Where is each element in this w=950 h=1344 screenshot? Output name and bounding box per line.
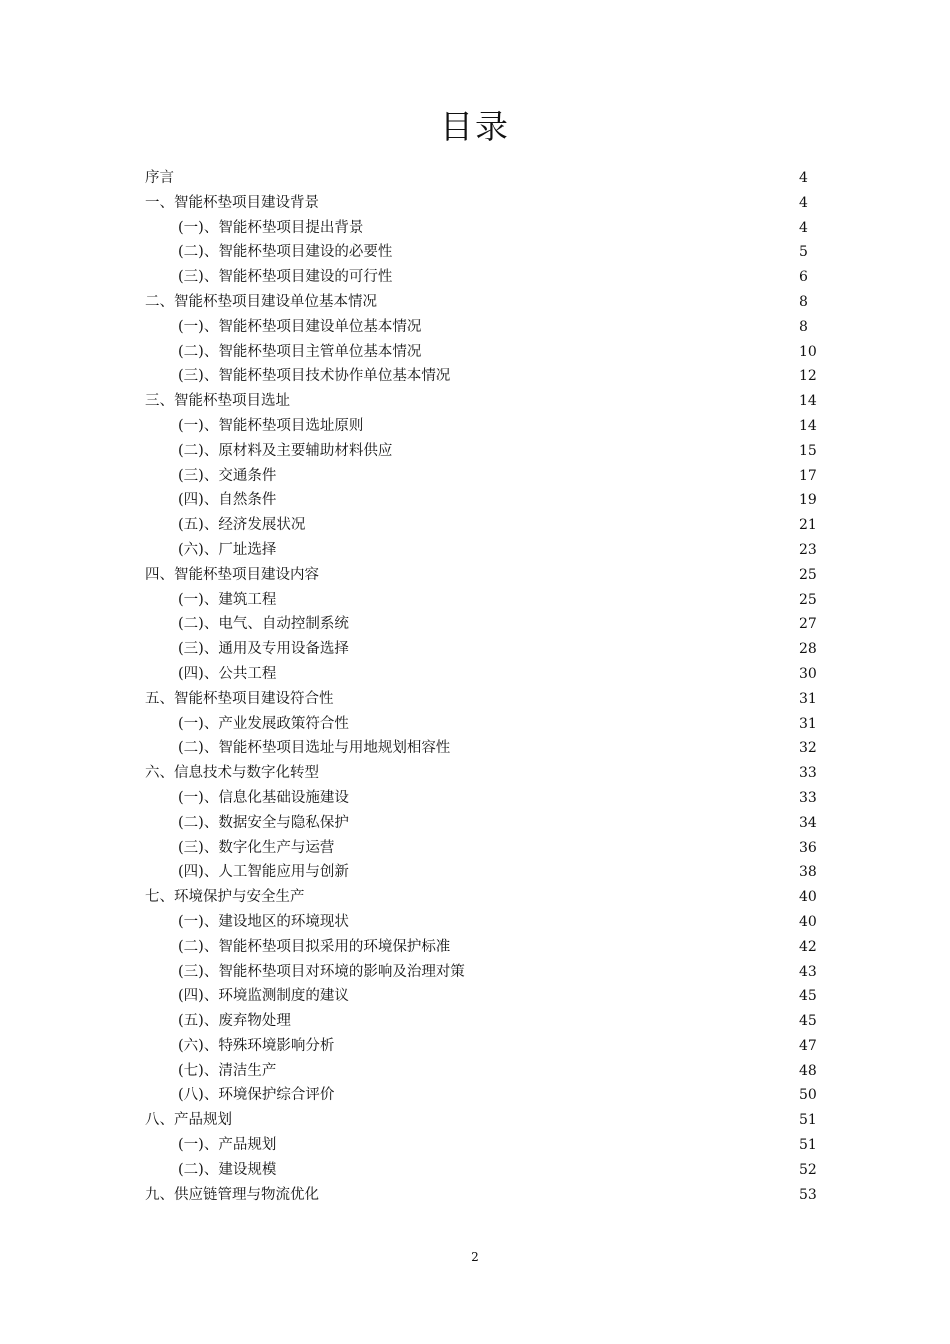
toc-entry-title: 六、信息技术与数字化转型 — [145, 765, 322, 781]
toc-entry-title: (六)、特殊环境影响分析 — [178, 1038, 337, 1054]
toc-entry[interactable] — [145, 1059, 950, 1084]
toc-entry-page: 47 — [797, 1034, 819, 1059]
toc-entry-page: 23 — [797, 538, 819, 563]
toc-entry-page: 5 — [797, 240, 810, 265]
table-of-contents — [145, 166, 950, 1207]
toc-entry-page: 4 — [797, 166, 810, 191]
toc-entry-page: 53 — [797, 1183, 819, 1208]
toc-entry-title: (四)、自然条件 — [178, 492, 279, 508]
toc-entry[interactable] — [145, 786, 950, 811]
toc-entry-title: (二)、智能杯垫项目建设的必要性 — [178, 244, 395, 260]
toc-entry-page: 40 — [797, 910, 819, 935]
toc-entry-title: (四)、人工智能应用与创新 — [178, 864, 352, 880]
toc-entry-page: 52 — [797, 1158, 819, 1183]
toc-entry[interactable] — [145, 240, 950, 265]
toc-entry-title: 三、智能杯垫项目选址 — [145, 393, 293, 409]
toc-entry-title: (五)、经济发展状况 — [178, 517, 308, 533]
toc-entry[interactable] — [145, 1034, 950, 1059]
toc-entry[interactable] — [145, 265, 950, 290]
toc-entry-title: (八)、环境保护综合评价 — [178, 1087, 337, 1103]
toc-entry-page: 33 — [797, 761, 819, 786]
toc-entry-page: 31 — [797, 687, 819, 712]
toc-entry-title: (二)、智能杯垫项目选址与用地规划相容性 — [178, 740, 453, 756]
toc-entry-title: (四)、环境监测制度的建议 — [178, 988, 352, 1004]
toc-entry[interactable] — [145, 1108, 950, 1133]
toc-entry[interactable] — [145, 761, 950, 786]
toc-entry-title: (三)、通用及专用设备选择 — [178, 641, 352, 657]
toc-entry-page: 45 — [797, 984, 819, 1009]
toc-entry-title: 一、智能杯垫项目建设背景 — [145, 195, 322, 211]
toc-entry-page: 33 — [797, 786, 819, 811]
toc-entry-title: (三)、智能杯垫项目技术协作单位基本情况 — [178, 368, 453, 384]
toc-entry-page: 51 — [797, 1133, 819, 1158]
toc-entry[interactable] — [145, 290, 950, 315]
toc-entry-title: (一)、智能杯垫项目建设单位基本情况 — [178, 319, 424, 335]
toc-entry-page: 31 — [797, 712, 819, 737]
toc-entry[interactable] — [145, 513, 950, 538]
toc-entry[interactable] — [145, 191, 950, 216]
toc-entry-title: 九、供应链管理与物流优化 — [145, 1187, 322, 1203]
toc-entry[interactable] — [145, 860, 950, 885]
toc-entry[interactable] — [145, 935, 950, 960]
toc-entry-title: (一)、智能杯垫项目提出背景 — [178, 220, 366, 236]
toc-entry-title: (一)、信息化基础设施建设 — [178, 790, 352, 806]
toc-entry-title: 八、产品规划 — [145, 1112, 235, 1128]
toc-entry[interactable] — [145, 1083, 950, 1108]
toc-entry[interactable] — [145, 488, 950, 513]
toc-entry[interactable] — [145, 712, 950, 737]
toc-entry-title: (一)、产品规划 — [178, 1137, 279, 1153]
toc-entry-title: (一)、智能杯垫项目选址原则 — [178, 418, 366, 434]
toc-entry-page: 12 — [797, 364, 819, 389]
toc-entry-page: 50 — [797, 1083, 819, 1108]
toc-entry[interactable] — [145, 960, 950, 985]
toc-entry-title: (二)、电气、自动控制系统 — [178, 616, 352, 632]
toc-entry-page: 51 — [797, 1108, 819, 1133]
toc-entry[interactable] — [145, 588, 950, 613]
toc-entry-title: (五)、废弃物处理 — [178, 1013, 294, 1029]
toc-entry[interactable] — [145, 563, 950, 588]
toc-entry[interactable] — [145, 1183, 950, 1208]
toc-entry-page: 30 — [797, 662, 819, 687]
toc-entry-page: 48 — [797, 1059, 819, 1084]
toc-entry[interactable] — [145, 910, 950, 935]
toc-entry[interactable] — [145, 538, 950, 563]
toc-entry[interactable] — [145, 811, 950, 836]
toc-entry-page: 21 — [797, 513, 819, 538]
toc-entry-page: 40 — [797, 885, 819, 910]
toc-entry[interactable] — [145, 216, 950, 241]
toc-entry-title: (三)、智能杯垫项目建设的可行性 — [178, 269, 395, 285]
toc-entry[interactable] — [145, 984, 950, 1009]
toc-entry-page: 27 — [797, 612, 819, 637]
toc-entry[interactable] — [145, 315, 950, 340]
toc-entry[interactable] — [145, 439, 950, 464]
toc-entry[interactable] — [145, 464, 950, 489]
page-title: 目录 — [440, 107, 510, 146]
toc-entry-title: (二)、原材料及主要辅助材料供应 — [178, 443, 395, 459]
toc-entry-title: (一)、产业发展政策符合性 — [178, 716, 352, 732]
toc-entry-page: 28 — [797, 637, 819, 662]
toc-entry-title: (六)、厂址选择 — [178, 542, 279, 558]
toc-entry-page: 45 — [797, 1009, 819, 1034]
toc-entry-title: 二、智能杯垫项目建设单位基本情况 — [145, 294, 380, 310]
page-number: 2 — [471, 1250, 479, 1264]
toc-entry-page: 4 — [797, 216, 810, 241]
toc-entry-title: (二)、智能杯垫项目拟采用的环境保护标准 — [178, 939, 453, 955]
toc-entry[interactable] — [145, 389, 950, 414]
toc-entry-title: (二)、数据安全与隐私保护 — [178, 815, 352, 831]
toc-entry-title: (三)、数字化生产与运营 — [178, 840, 337, 856]
toc-entry[interactable] — [145, 736, 950, 761]
toc-entry-page: 43 — [797, 960, 819, 985]
toc-entry-title: (二)、建设规模 — [178, 1162, 279, 1178]
toc-entry-title: (一)、建筑工程 — [178, 592, 279, 608]
toc-entry-page: 38 — [797, 860, 819, 885]
toc-entry[interactable] — [145, 166, 950, 191]
toc-entry-title: 四、智能杯垫项目建设内容 — [145, 567, 322, 583]
toc-entry-page: 34 — [797, 811, 819, 836]
toc-entry-page: 14 — [797, 414, 819, 439]
toc-entry[interactable] — [145, 885, 950, 910]
toc-entry-title: 五、智能杯垫项目建设符合性 — [145, 691, 337, 707]
toc-entry-title: (三)、智能杯垫项目对环境的影响及治理对策 — [178, 964, 468, 980]
toc-entry-page: 17 — [797, 464, 819, 489]
toc-entry[interactable] — [145, 340, 950, 365]
toc-entry-page: 42 — [797, 935, 819, 960]
toc-entry[interactable] — [145, 1009, 950, 1034]
toc-entry-title: (四)、公共工程 — [178, 666, 279, 682]
toc-entry-page: 10 — [797, 340, 819, 365]
toc-entry-page: 6 — [797, 265, 810, 290]
toc-entry[interactable] — [145, 687, 950, 712]
toc-entry-page: 14 — [797, 389, 819, 414]
toc-entry-title: (七)、清洁生产 — [178, 1063, 279, 1079]
toc-entry-title: (二)、智能杯垫项目主管单位基本情况 — [178, 344, 424, 360]
toc-entry[interactable] — [145, 612, 950, 637]
toc-entry[interactable] — [145, 414, 950, 439]
toc-entry-page: 4 — [797, 191, 810, 216]
toc-entry-page: 8 — [797, 290, 810, 315]
toc-entry[interactable] — [145, 637, 950, 662]
toc-entry-page: 8 — [797, 315, 810, 340]
toc-entry-title: (三)、交通条件 — [178, 468, 279, 484]
toc-entry-page: 25 — [797, 588, 819, 613]
toc-entry[interactable] — [145, 364, 950, 389]
toc-entry-page: 32 — [797, 736, 819, 761]
toc-entry-page: 25 — [797, 563, 819, 588]
toc-entry[interactable] — [145, 662, 950, 687]
toc-entry-title: 序言 — [145, 170, 177, 186]
toc-entry[interactable] — [145, 1133, 950, 1158]
toc-entry-title: (一)、建设地区的环境现状 — [178, 914, 352, 930]
toc-entry-page: 15 — [797, 439, 819, 464]
toc-entry-title: 七、环境保护与安全生产 — [145, 889, 308, 905]
toc-entry[interactable] — [145, 836, 950, 861]
toc-entry[interactable] — [145, 1158, 950, 1183]
toc-entry-page: 36 — [797, 836, 819, 861]
toc-entry-page: 19 — [797, 488, 819, 513]
